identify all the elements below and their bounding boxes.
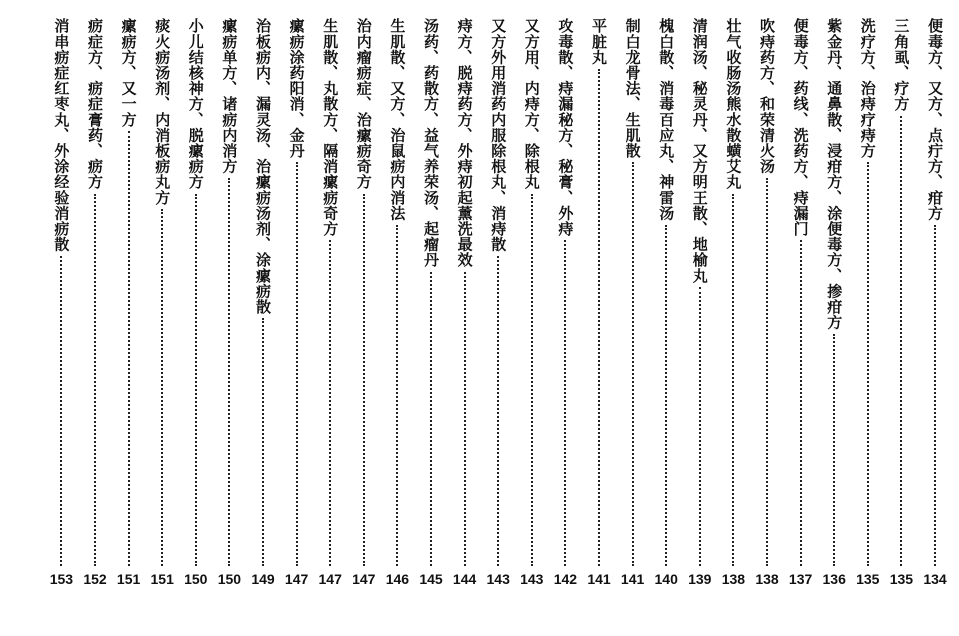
toc-entry-page-number: 150 bbox=[217, 571, 242, 587]
toc-entry-title: 瘰疬方、又一方 bbox=[119, 18, 138, 128]
toc-entry-page-number: 142 bbox=[553, 571, 578, 587]
dotted-leader bbox=[732, 194, 736, 566]
toc-entry-page-number: 147 bbox=[284, 571, 309, 587]
toc-entry[interactable] bbox=[652, 8, 680, 588]
dotted-leader bbox=[396, 225, 400, 566]
dotted-leader bbox=[161, 209, 165, 566]
toc-entry-title: 壮气收肠汤熊水散蟥艾丸 bbox=[724, 18, 743, 190]
toc-entry-page-number: 134 bbox=[923, 571, 947, 587]
dotted-leader bbox=[833, 334, 837, 566]
toc-entry[interactable] bbox=[215, 8, 243, 588]
toc-entry-page-number: 136 bbox=[822, 571, 846, 587]
toc-entry-title: 痔方、脱痔药方、外痔初起薰洗最效 bbox=[455, 18, 474, 268]
toc-entry-title: 紫金丹、通鼻散、浸疳方、涂便毒方、掺疳方 bbox=[825, 18, 844, 330]
toc-entry-page-number: 141 bbox=[620, 571, 645, 587]
toc-entry-title: 治板疬内、漏灵汤、治瘰疬汤剂、涂瘰疬散 bbox=[254, 18, 272, 315]
toc-entry[interactable] bbox=[350, 8, 378, 588]
dotted-leader bbox=[228, 178, 232, 566]
toc-entry-title: 三角虱、疗方 bbox=[892, 18, 911, 112]
toc-entry-title: 瘰疬涂药阳消、金丹 bbox=[287, 18, 306, 159]
toc-entry[interactable] bbox=[115, 8, 143, 588]
toc-entry[interactable] bbox=[283, 8, 311, 588]
dotted-leader bbox=[598, 69, 602, 566]
toc-entry-title: 痰火疬汤剂、内消板疬丸方 bbox=[153, 18, 172, 206]
dotted-leader bbox=[800, 240, 804, 566]
toc-entry-title: 制白龙骨法、生肌散 bbox=[623, 18, 642, 159]
toc-entry-title: 洗疗方、治痔疗痔方 bbox=[858, 18, 877, 159]
toc-entry-page-number: 146 bbox=[385, 571, 410, 587]
dotted-leader bbox=[329, 240, 333, 566]
toc-entry[interactable] bbox=[417, 8, 445, 588]
toc-entry[interactable] bbox=[719, 8, 747, 588]
toc-entry-title: 便毒方、又方、点疔方、疳方 bbox=[926, 18, 944, 221]
toc-entry-page-number: 149 bbox=[251, 571, 275, 587]
toc-entry-page-number: 150 bbox=[184, 571, 208, 587]
toc-entry[interactable] bbox=[585, 8, 613, 588]
toc-entry-title: 又方外用消药内服除根丸、消痔散 bbox=[489, 18, 508, 252]
toc-entry-page-number: 147 bbox=[352, 571, 376, 587]
toc-entry[interactable] bbox=[854, 8, 882, 588]
dotted-leader bbox=[497, 256, 501, 566]
toc-entry-page-number: 143 bbox=[486, 571, 510, 587]
dotted-leader bbox=[296, 162, 300, 566]
toc-entry-page-number: 135 bbox=[889, 571, 914, 587]
dotted-leader bbox=[867, 162, 871, 566]
toc-entry-title: 清润汤、秘灵丹、又方明王散、地榆丸 bbox=[690, 18, 709, 284]
toc-entry-page-number: 145 bbox=[419, 571, 443, 587]
toc-entry-title: 槐白散、消毒百应丸、神雷汤 bbox=[657, 18, 676, 221]
toc-entry-title: 生肌散、丸散方、隔消瘰疬奇方 bbox=[321, 18, 340, 237]
toc-entry-title: 疬症方、疬症膏药、疬方 bbox=[86, 18, 104, 190]
toc-entry[interactable] bbox=[383, 8, 411, 588]
dotted-leader bbox=[464, 272, 468, 566]
dotted-leader bbox=[262, 318, 266, 566]
toc-entry[interactable] bbox=[451, 8, 479, 588]
toc-entry[interactable] bbox=[148, 8, 176, 588]
toc-entry-title: 攻毒散、痔漏秘方、秘膏、外痔 bbox=[556, 18, 575, 237]
toc-entry-page-number: 135 bbox=[856, 571, 880, 587]
toc-entry[interactable] bbox=[182, 8, 210, 588]
toc-entry-title: 生肌散、又方、治鼠疬内消法 bbox=[388, 18, 407, 221]
toc-entry-page-number: 140 bbox=[654, 571, 678, 587]
toc-entry[interactable] bbox=[249, 8, 277, 588]
toc-entry-title: 治内瘤疬症、治瘰疬奇方 bbox=[354, 18, 373, 190]
toc-entry-page-number: 138 bbox=[721, 571, 746, 587]
toc-entry[interactable] bbox=[921, 8, 949, 588]
toc-entry-title: 瘰疬单方、诸疬内消方 bbox=[220, 18, 239, 174]
toc-entry-title: 又方用、内痔方、除根丸 bbox=[522, 18, 541, 190]
toc-entry-title: 消串疬症红枣丸、外涂经验消疬散 bbox=[52, 18, 71, 252]
toc-entry[interactable] bbox=[753, 8, 781, 588]
dotted-leader bbox=[900, 116, 904, 566]
toc-entry[interactable] bbox=[787, 8, 815, 588]
dotted-leader bbox=[699, 287, 703, 566]
toc-entry[interactable] bbox=[887, 8, 915, 588]
dotted-leader bbox=[94, 194, 98, 566]
dotted-leader bbox=[632, 162, 636, 566]
toc-entry[interactable] bbox=[619, 8, 647, 588]
toc-entry[interactable] bbox=[81, 8, 109, 588]
dotted-leader bbox=[60, 256, 64, 566]
toc-entry-page-number: 153 bbox=[49, 571, 74, 587]
dotted-leader bbox=[195, 194, 199, 566]
toc-entry-title: 便毒方、药线、洗药方、痔漏门 bbox=[791, 18, 810, 237]
dotted-leader bbox=[934, 225, 938, 566]
toc-entry[interactable] bbox=[820, 8, 848, 588]
toc-entry-page-number: 151 bbox=[116, 571, 141, 587]
toc-entry-title: 汤药、药散方、益气养荣汤、起瘤丹 bbox=[422, 18, 440, 268]
toc-entry-page-number: 147 bbox=[318, 571, 342, 587]
toc-entry[interactable] bbox=[551, 8, 579, 588]
toc-entry[interactable] bbox=[316, 8, 344, 588]
toc-entry-page-number: 139 bbox=[688, 571, 712, 587]
dotted-leader bbox=[430, 272, 434, 566]
dotted-leader bbox=[564, 240, 568, 566]
toc-entry-title: 平脏丸 bbox=[590, 18, 608, 65]
dotted-leader bbox=[665, 225, 669, 566]
dotted-leader bbox=[766, 178, 770, 566]
dotted-leader bbox=[128, 131, 132, 566]
toc-entry-page-number: 152 bbox=[83, 571, 107, 587]
dotted-leader bbox=[531, 194, 535, 566]
toc-entry[interactable] bbox=[47, 8, 75, 588]
toc-entry[interactable] bbox=[518, 8, 546, 588]
toc-entry-page-number: 141 bbox=[587, 571, 611, 587]
toc-entry-title: 小儿结核神方、脱瘰疬方 bbox=[186, 18, 205, 190]
toc-entry[interactable] bbox=[686, 8, 714, 588]
toc-entry[interactable] bbox=[484, 8, 512, 588]
toc-entry-page-number: 151 bbox=[150, 571, 174, 587]
toc-entry-page-number: 144 bbox=[452, 571, 477, 587]
toc-entry-page-number: 143 bbox=[520, 571, 544, 587]
dotted-leader bbox=[363, 194, 367, 566]
toc-entry-page-number: 138 bbox=[755, 571, 779, 587]
toc-entry-title: 吹痔药方、和荣清火汤 bbox=[758, 18, 776, 174]
toc-entry-page-number: 137 bbox=[788, 571, 813, 587]
